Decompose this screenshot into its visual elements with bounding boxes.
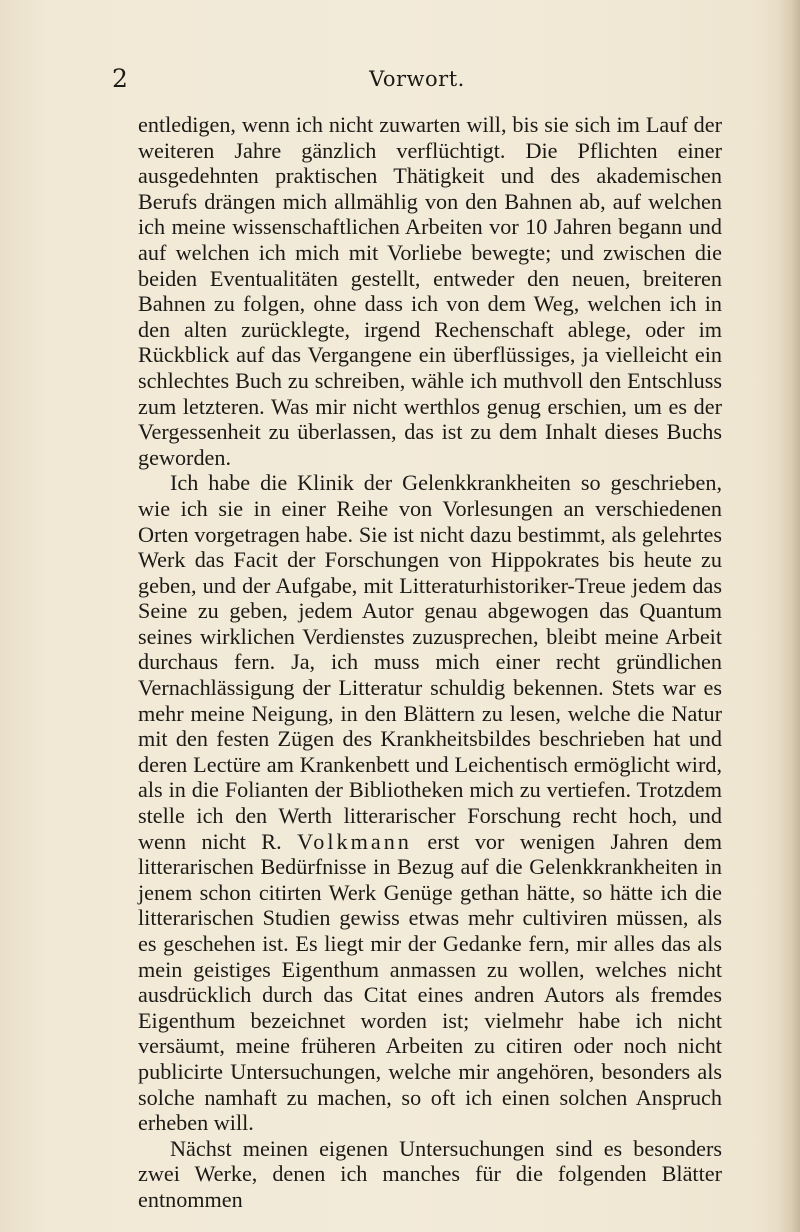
paragraph-2 (138, 470, 722, 1135)
paragraph-3: Nächst meinen eigenen Untersuchungen sind es besonders zwei Werke, denen ich manches für die folgenden Blätter entnommen (138, 1135, 722, 1212)
author-name-emphasis: Volkmann (297, 828, 412, 854)
paragraph-2-part-1: Ich habe die Klinik der Gelenkkrankheiten so geschrieben, wie ich sie in einer Reihe von Vorlesungen an verschiedenen Orten vorgetragen habe. Sie ist nicht dazu bestimmt, als gelehrtes Werk das Facit der Forschungen von Hippokrates bis heute zu geben, und der Aufgabe, mit Litteraturhistoriker-Treue jedem das Seine zu geben, jedem Autor genau abgewogen das Quantum seines wirklichen Verdienstes zuzusprechen, bleibt meine Arbeit durchaus fern. Ja, ich muss mich einer recht gründlichen Vernachlässigung der Litteratur schuldig bekennen. Stets war es mehr meine Neigung, in den Blättern zu lesen, welche die Natur mit den festen Zügen des Krankheitsbildes beschrieben hat und deren Lectüre am Krankenbett und Leichentisch ermöglicht wird, als in die Folianten der Bibliotheken mich zu vertiefen. Trotzdem stelle ich den Werth litterarischer Forschung recht hoch, und wenn nicht R. (138, 470, 722, 854)
page-header (112, 64, 722, 94)
paragraph-1: entledigen, wenn ich nicht zuwarten will, bis sie sich im Lauf der weiteren Jahre gänzlich verflüchtigt. Die Pflichten einer ausgedehnten praktischen Thätigkeit und des akademischen Berufs drängen mich allmählig von den Bahnen ab, auf welchen ich meine wissenschaftlichen Arbeiten vor 10 Jahren begann und auf welchen ich mich mit Vorliebe bewegte; und zwischen die beiden Eventualitäten gestellt, entweder den neuen, breiteren Bahnen zu folgen, ohne dass ich von dem Weg, welchen ich in den alten zurücklegte, irgend Rechenschaft ablege, oder im Rückblick auf das Vergangene ein überflüssiges, ja vielleicht ein schlechtes Buch zu schreiben, wähle ich muthvoll den Entschluss zum letzteren. Was mir nicht werthlos genug erschien, um es der Vergessenheit zu überlassen, das ist zu dem Inhalt dieses Buchs geworden. (138, 112, 722, 470)
running-title: Vorwort. (369, 67, 465, 91)
paragraph-2-part-2: erst vor wenigen Jahren dem litterarischen Bedürfnisse in Bezug auf die Gelenkkrankheiten in jenem schon citirten Werk Genüge gethan hätte, so hätte ich die litterarischen Studien gewiss etwas mehr cultiviren müssen, als es geschehen ist. Es liegt mir der Gedanke fern, mir alles das als mein geistiges Eigenthum anmassen zu wollen, welches nicht ausdrücklich durch das Citat eines andren Autors als fremdes Eigenthum bezeichnet worden ist; vielmehr habe ich nicht versäumt, meine früheren Arbeiten zu citiren oder noch nicht publicirte Untersuchungen, welche mir angehören, besonders als solche namhaft zu machen, so oft ich einen solchen Anspruch erheben will. (138, 828, 722, 1136)
body-text (138, 112, 722, 1213)
page-number: 2 (112, 64, 128, 93)
page-edge-shadow (778, 0, 800, 1232)
